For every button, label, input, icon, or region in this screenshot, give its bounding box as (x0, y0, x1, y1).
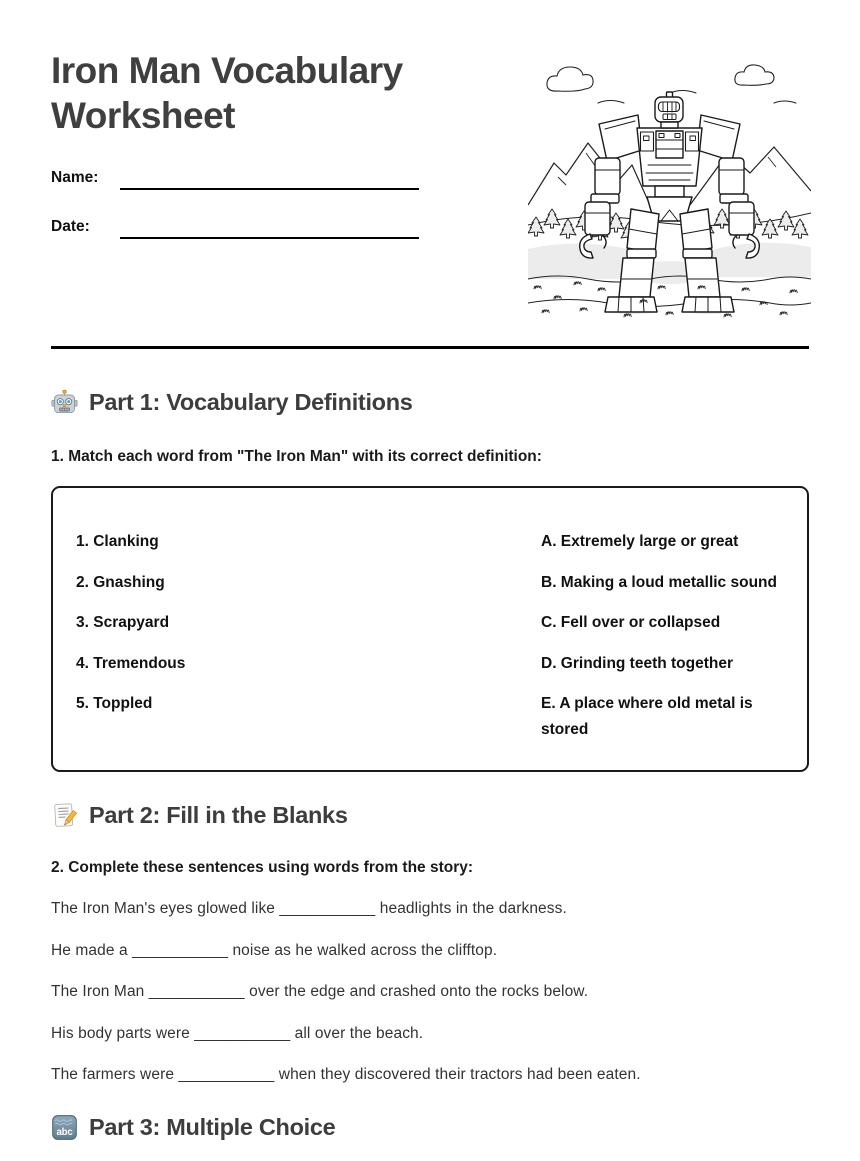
abc-emoji-icon (51, 1114, 78, 1141)
match-definition: E. A place where old metal is stored (541, 695, 753, 738)
match-definition: B. Making a loud metallic sound (541, 573, 777, 591)
worksheet-header (51, 0, 809, 346)
part1-heading-text: Part 1: Vocabulary Definitions (89, 389, 413, 415)
fill-blank-sentence: He made a ___________ noise as he walked across the clifftop. (51, 941, 498, 959)
iron-man-illustration (528, 53, 811, 323)
robot-scene-drawing (528, 53, 811, 323)
matching-box (51, 486, 809, 772)
fill-blank-sentence: The farmers were ___________ when they discovered their tractors had been eaten. (51, 1066, 641, 1083)
match-word: 5. Toppled (76, 695, 153, 712)
abc-emoji-text: abc (56, 1127, 73, 1139)
part2-question: 2. Complete these sentences using words from the story: (51, 859, 474, 876)
name-field-row (51, 168, 419, 190)
match-definition: D. Grinding teeth together (541, 654, 734, 672)
fill-blank-sentence: The Iron Man's eyes glowed like ___________ headlights in the darkness. (51, 900, 567, 917)
date-field-row (51, 217, 419, 239)
matching-definitions-column (541, 529, 787, 770)
match-word: 4. Tremendous (76, 654, 186, 672)
section-divider-rule (51, 346, 809, 349)
part2-heading (51, 800, 809, 831)
page-title: Iron Man Vocabulary Worksheet (51, 50, 403, 136)
part1-heading (51, 387, 809, 418)
fill-blank-sentence: His body parts were ___________ all over the beach. (51, 1024, 424, 1042)
match-word: 1. Clanking (76, 533, 159, 550)
matching-words-column (76, 529, 541, 770)
match-definition: A. Extremely large or great (541, 533, 739, 550)
date-label: Date: (51, 218, 90, 235)
name-input-line[interactable] (120, 168, 419, 190)
part2-heading-text: Part 2: Fill in the Blanks (89, 802, 348, 828)
date-input-line[interactable] (120, 217, 419, 239)
fill-blank-sentence: The Iron Man ___________ over the edge and crashed onto the rocks below. (51, 983, 589, 1000)
name-label: Name: (51, 169, 99, 186)
match-word: 2. Gnashing (76, 573, 165, 591)
match-definition: C. Fell over or collapsed (541, 614, 721, 631)
match-word: 3. Scrapyard (76, 614, 170, 631)
part3-heading (51, 1112, 809, 1143)
robot-emoji-icon (51, 389, 78, 416)
memo-emoji-icon (51, 802, 78, 829)
part1-question: 1. Match each word from "The Iron Man" with its correct definition: (51, 448, 542, 465)
part3-heading-text: Part 3: Multiple Choice (89, 1114, 336, 1140)
